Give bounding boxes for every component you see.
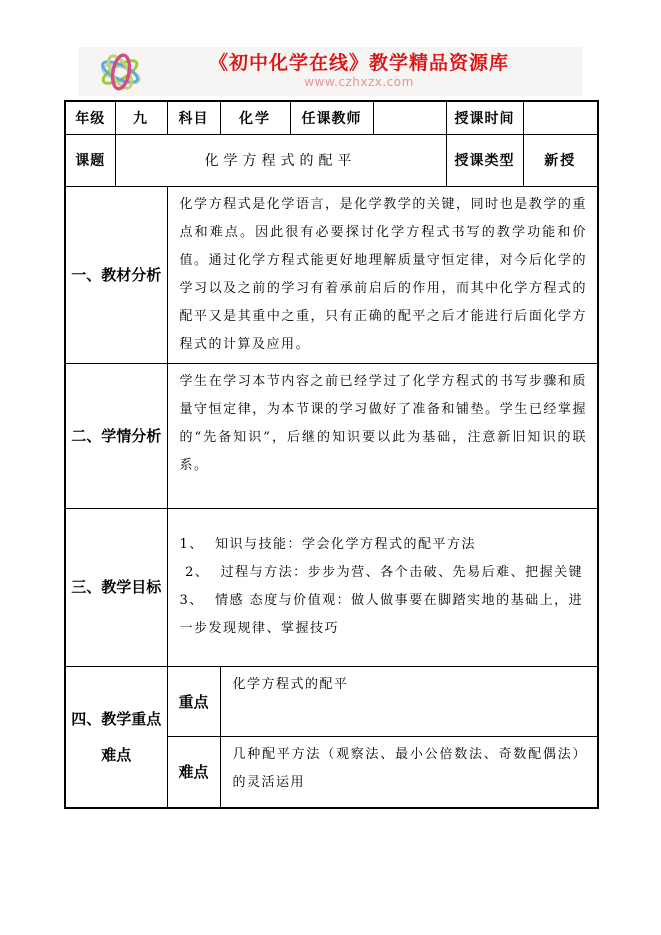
table-row — [65, 666, 598, 736]
grade-label-cell: 年级 — [65, 101, 115, 134]
table-row — [65, 134, 598, 186]
subject-label-cell: 科目 — [167, 101, 220, 134]
site-header-text — [162, 53, 582, 90]
table-row — [65, 101, 598, 134]
type-label-cell: 授课类型 — [446, 134, 523, 186]
table-row — [65, 363, 598, 508]
time-label-cell: 授课时间 — [446, 101, 523, 134]
key-point-text: 化学方程式的配平 — [220, 666, 598, 736]
section-label-material-analysis: 一、教材分析 — [65, 186, 167, 363]
objective-item: 3、 情感 态度与价值观：做人做事要在脚踏实地的基础上，进一步发现规律、掌握技巧 — [179, 593, 584, 636]
atom-swirl-icon — [87, 49, 153, 95]
type-value-cell: 新授 — [523, 134, 598, 186]
table-row — [65, 186, 598, 363]
table-row — [65, 508, 598, 666]
subject-value-cell: 化学 — [220, 101, 290, 134]
site-logo — [78, 47, 162, 96]
section-label-focus: 四、教学重点难点 — [65, 666, 167, 808]
grade-value-cell: 九 — [115, 101, 167, 134]
objective-item: 1、 知识与技能：学会化学方程式的配平方法 — [179, 537, 477, 552]
objective-item: 2、 过程与方法：步步为营、各个击破、先易后难、把握关键 — [179, 565, 584, 580]
key-point-label-cell: 重点 — [167, 666, 220, 736]
material-analysis-text: 化学方程式是化学语言，是化学教学的关键，同时也是教学的重点和难点。因此很有必要探讨化学方程式书写的教学功能和价值。通过化学方程式能更好地理解质量守恒定律，对今后化学的学习以及之前的学习有着承前启后的作用，而其中化学方程式的配平又是其重中之重，只有正确的配平之后才能进行后面化学方程式的计算及应用。 — [167, 186, 598, 363]
topic-label-cell: 课题 — [65, 134, 115, 186]
difficult-point-label-cell: 难点 — [167, 736, 220, 808]
site-title: 《初中化学在线》教学精品资源库 — [208, 52, 509, 75]
teacher-label-cell: 任课教师 — [290, 101, 373, 134]
learner-analysis-text: 学生在学习本节内容之前已经学过了化学方程式的书写步骤和质量守恒定律，为本节课的学习做好了准备和铺垫。学生已经掌握的“先备知识”，后继的知识要以此为基础，注意新旧知识的联系。 — [167, 363, 598, 508]
site-header — [78, 47, 582, 96]
section-label-learner-analysis: 二、学情分析 — [65, 363, 167, 508]
site-url: www.czhxzx.com — [304, 75, 414, 90]
section-label-objectives: 三、教学目标 — [65, 508, 167, 666]
topic-value-cell: 化学方程式的配平 — [115, 134, 446, 186]
lesson-plan-table — [64, 100, 599, 809]
teacher-value-cell — [373, 101, 446, 134]
difficult-point-text: 几种配平方法（观察法、最小公倍数法、奇数配偶法）的灵活运用 — [220, 736, 598, 808]
objectives-list — [167, 508, 598, 666]
time-value-cell — [523, 101, 598, 134]
